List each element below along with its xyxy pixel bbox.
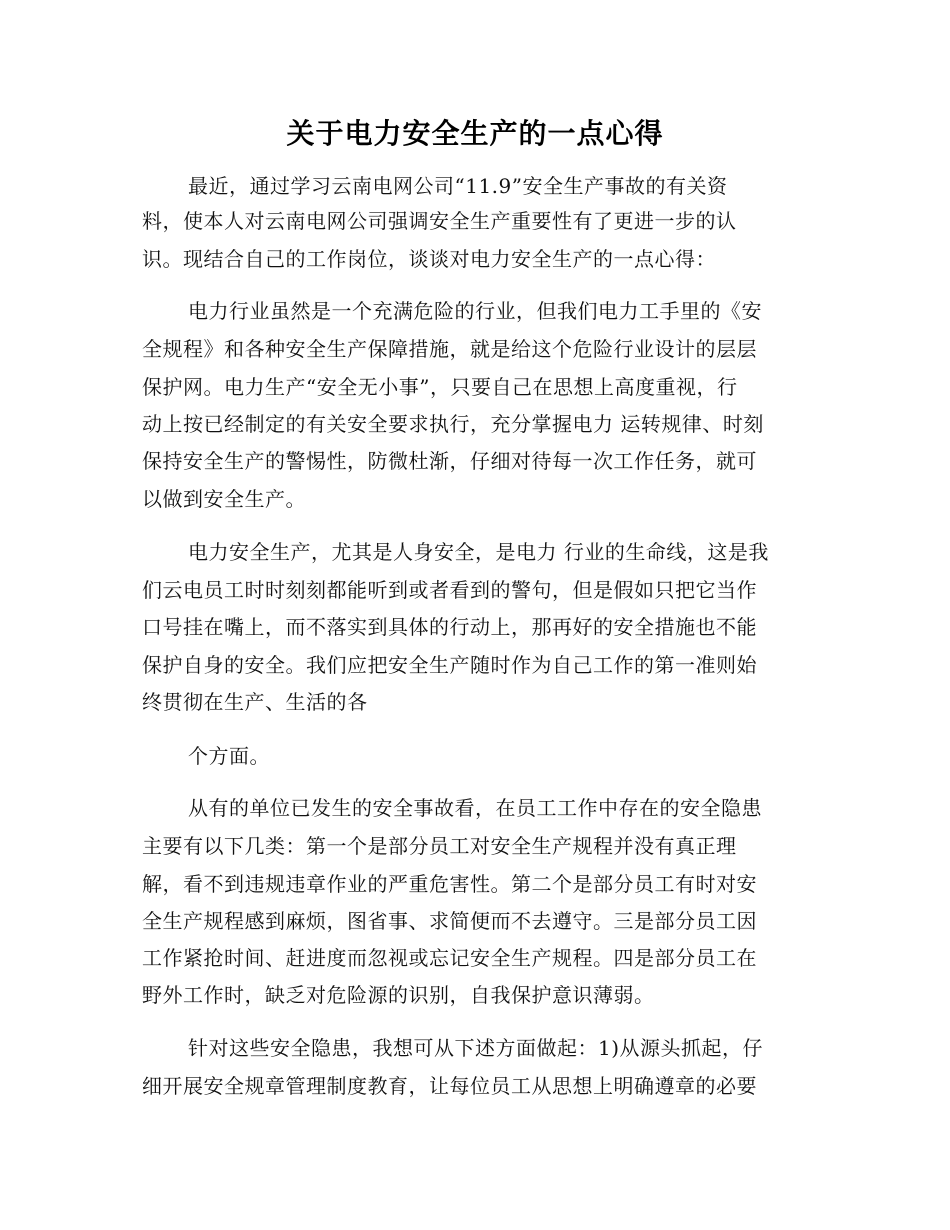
paragraph-3-line-5: 终贯彻在生产、生活的各 bbox=[142, 690, 368, 714]
paragraph-3-line-3: 口号挂在嘴上，而不落实到具体的行动上，那再好的安全措施也不能 bbox=[142, 615, 757, 639]
paragraph-3-line-1: 电力安全生产，尤其是人身安全，是电力 行业的生命线，这是我 bbox=[188, 540, 769, 564]
paragraph-2-line-1: 电力行业虽然是一个充满危险的行业，但我们电力工手里的《安 bbox=[188, 299, 762, 323]
paragraph-5-line-1: 从有的单位已发生的安全事故看，在员工工作中存在的安全隐患 bbox=[188, 796, 762, 820]
paragraph-2-line-5: 保持安全生产的警惕性，防微杜渐，仔细对待每一次工作任务，就可 bbox=[142, 449, 757, 473]
paragraph-2-line-2: 全规程》和各种安全生产保障措施，就是给这个危险行业设计的层层 bbox=[142, 337, 757, 361]
paragraph-2-line-4: 动上按已经制定的有关安全要求执行，充分掌握电力 运转规律、时刻 bbox=[142, 412, 764, 436]
paragraph-2-line-6: 以做到安全生产。 bbox=[142, 487, 306, 511]
paragraph-1-line-3: 识。现结合自己的工作岗位，谈谈对电力安全生产的一点心得： bbox=[142, 247, 716, 271]
paragraph-5-line-2: 主要有以下几类：第一个是部分员工对安全生产规程并没有真正理 bbox=[142, 834, 737, 858]
paragraph-6-line-1: 针对这些安全隐患，我想可从下述方面做起：1)从源头抓起，仔 bbox=[188, 1036, 764, 1060]
paragraph-5-line-4: 全生产规程感到麻烦，图省事、求简便而不去遵守。三是部分员工因 bbox=[142, 909, 757, 933]
paragraph-5-line-3: 解，看不到违规违章作业的严重危害性。第二个是部分员工有时对安 bbox=[142, 872, 757, 896]
paragraph-5-line-6: 野外工作时，缺乏对危险源的识别，自我保护意识薄弱。 bbox=[142, 983, 655, 1007]
document-title: 关于电力安全生产的一点心得 bbox=[286, 117, 664, 150]
paragraph-4-line-1: 个方面。 bbox=[188, 744, 270, 768]
paragraph-1-line-2: 料，使本人对云南电网公司强调安全生产重要性有了更进一步的认 bbox=[142, 209, 737, 233]
paragraph-6-line-2: 细开展安全规章管理制度教育，让每位员工从思想上明确遵章的必要 bbox=[142, 1074, 757, 1098]
paragraph-3-line-4: 保护自身的安全。我们应把安全生产随时作为自己工作的第一准则始 bbox=[142, 653, 757, 677]
paragraph-1-line-1: 最近，通过学习云南电网公司“11.9”安全生产事故的有关资 bbox=[188, 174, 728, 198]
paragraph-3-line-2: 们云电员工时时刻刻都能听到或者看到的警句，但是假如只把它当作 bbox=[142, 578, 757, 602]
paragraph-2-line-3: 保护网。电力生产“安全无小事”，只要自己在思想上高度重视，行 bbox=[142, 375, 738, 399]
paragraph-5-line-5: 工作紧抢时间、赶进度而忽视或忘记安全生产规程。四是部分员工在 bbox=[142, 946, 757, 970]
